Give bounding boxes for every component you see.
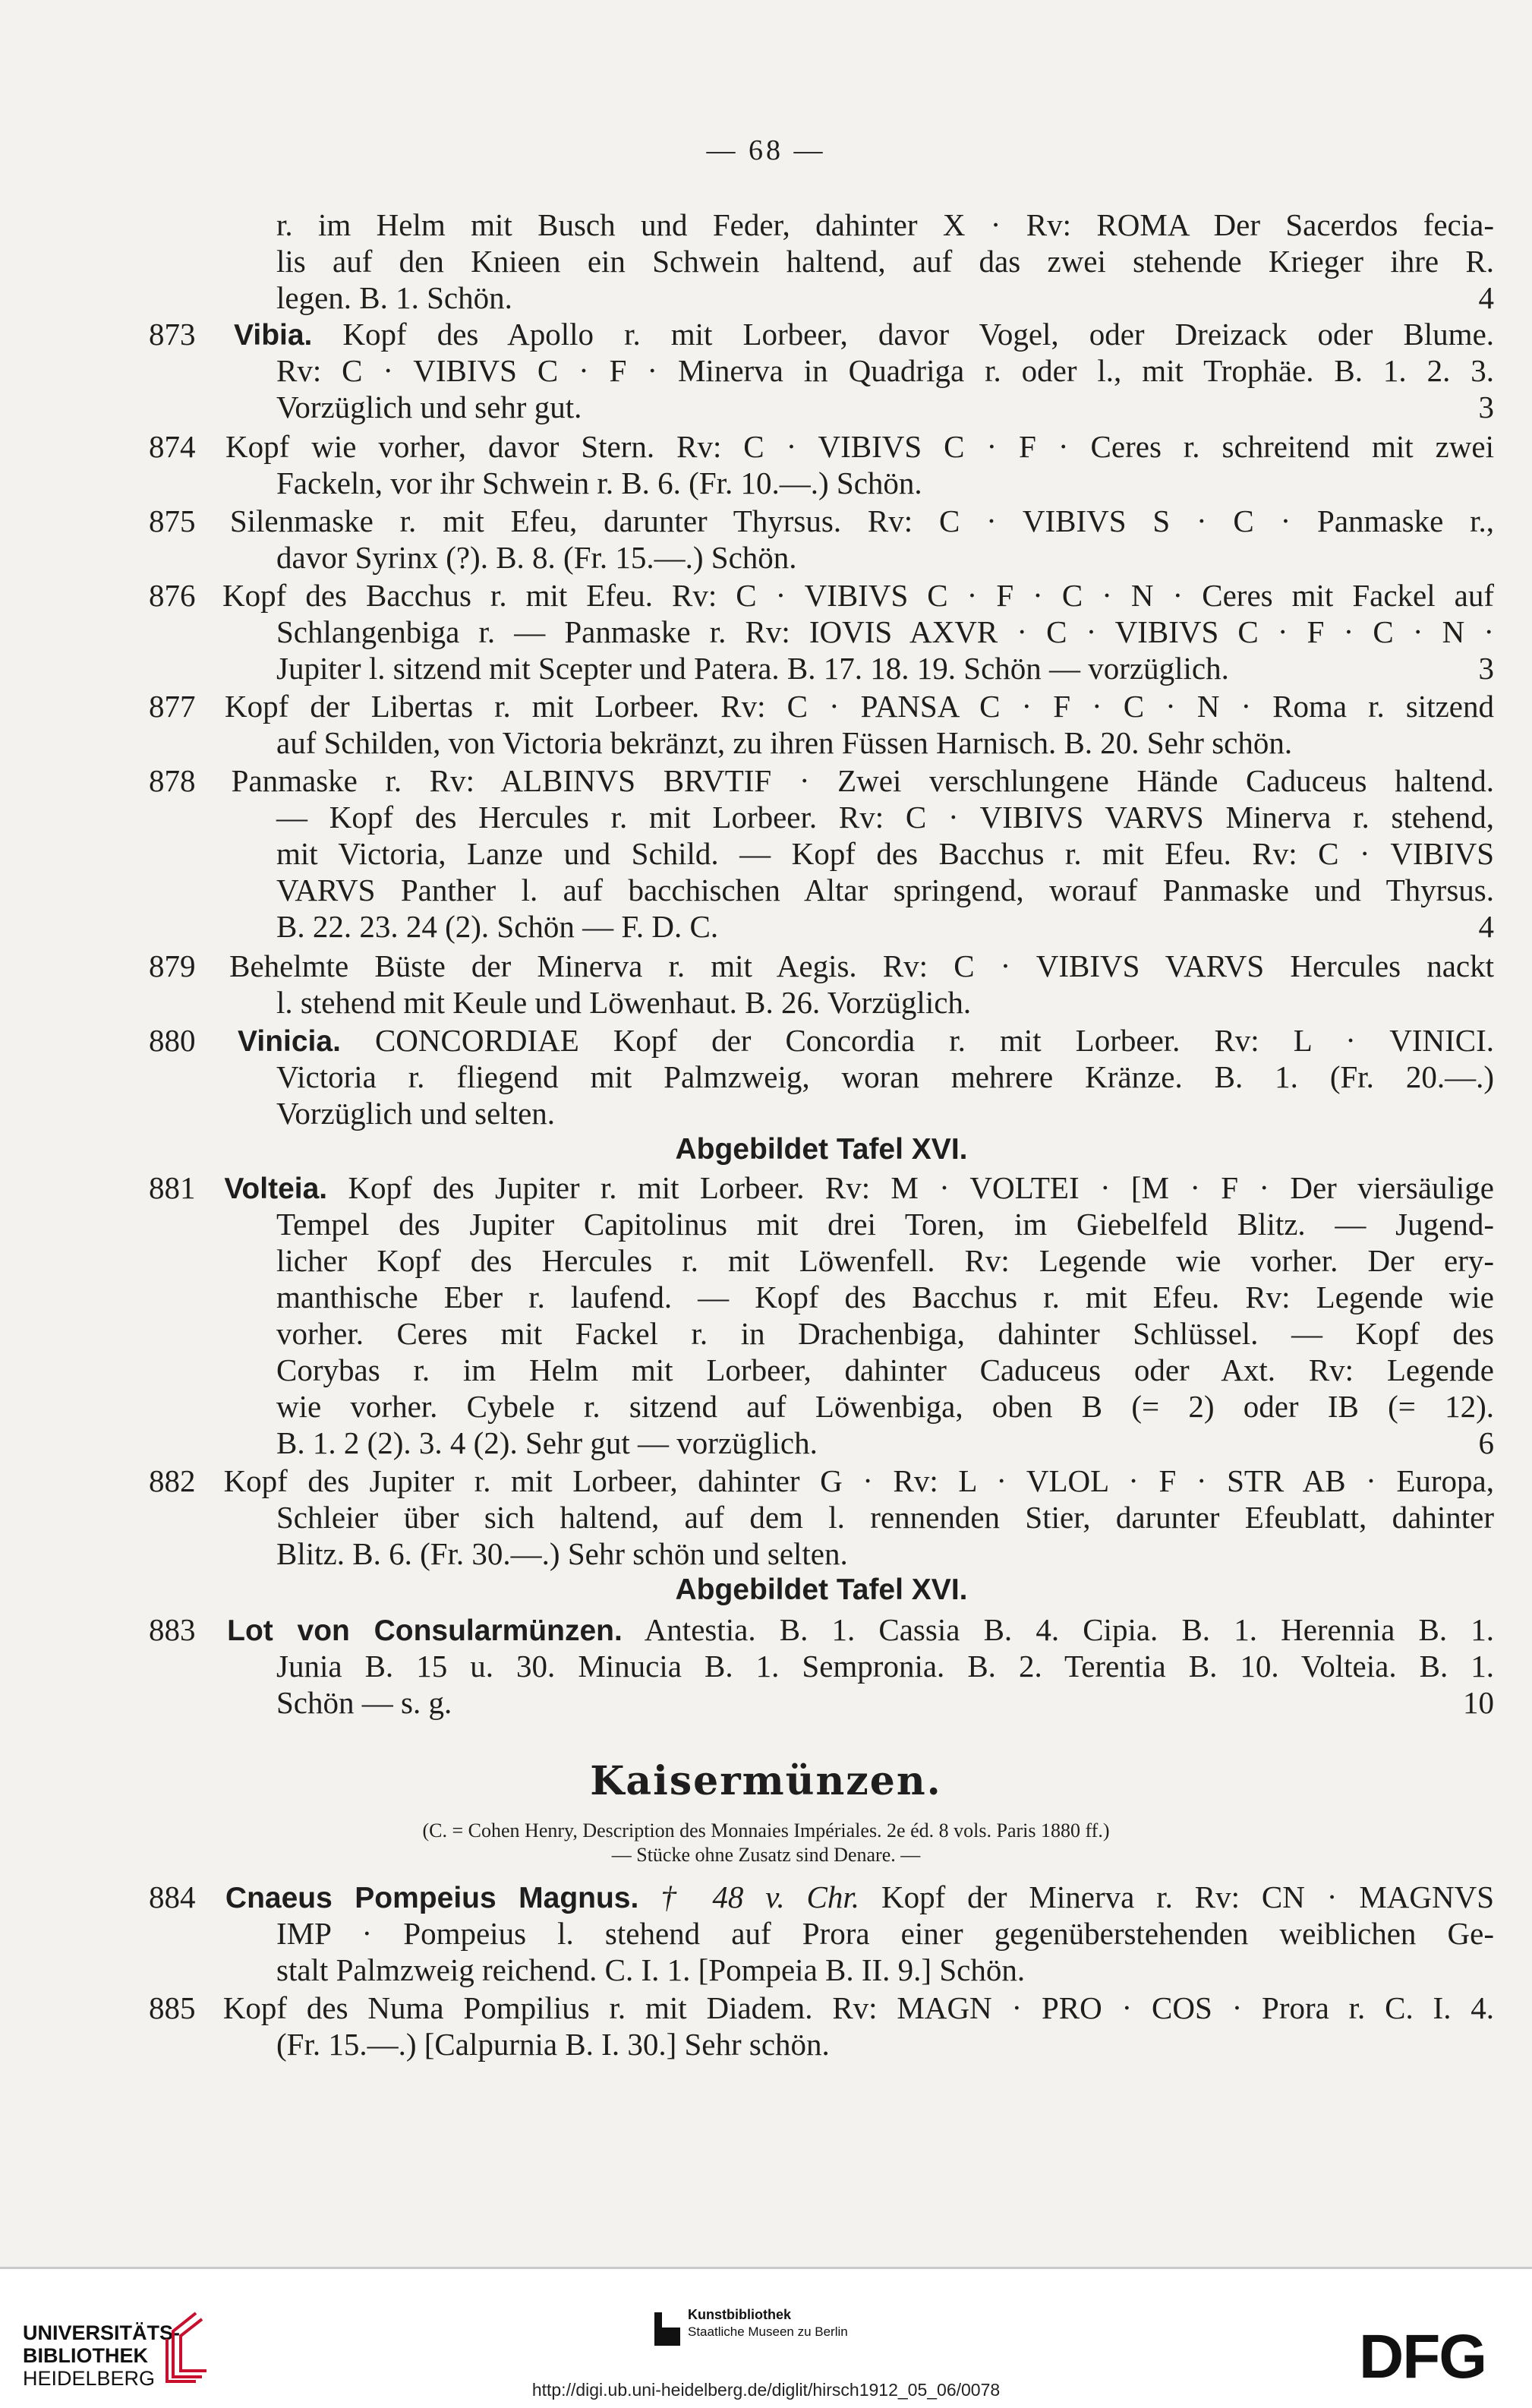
entry-first-line: 875 Silenmaske r. mit Efeu, darunter Thyrsus. Rv: C · VIBIVS S · C · Panmaske r., [149, 503, 1494, 538]
entry-line: manthische Eber r. laufend. — Kopf des Bacchus r. mit Efeu. Rv: Legende wie [276, 1280, 1494, 1314]
entry-line: B. 22. 23. 24 (2). Schön — F. D. C. 4 [276, 909, 1494, 944]
entry-line: Junia B. 15 u. 30. Minucia B. 1. Sempronia. B. 2. Terentia B. 10. Volteia. B. 1. [276, 1649, 1494, 1684]
entry-heading: Volteia. [224, 1172, 328, 1205]
entry-879 [149, 948, 1494, 1021]
footer-divider [0, 2267, 1532, 2269]
entry-line: Blitz. B. 6. (Fr. 30.—.) Sehr schön und selten. [276, 1536, 848, 1571]
entry-line: Vorzüglich und selten. [276, 1096, 556, 1131]
entry-number: 873 [149, 317, 196, 352]
entry-line: — Kopf des Hercules r. mit Lorbeer. Rv: C · VIBIVS VARVS Minerva r. stehend, [276, 800, 1494, 835]
section-heading: Kaisermünzen. [590, 1758, 942, 1804]
entry-number: 882 [149, 1463, 196, 1498]
entry-874 [149, 428, 1494, 501]
plate-reference: Abgebildet Tafel XVI. [675, 1573, 968, 1606]
entry-line: Schleier über sich haltend, auf dem l. rennenden Stier, darunter Efeublatt, dahinter [276, 1500, 1494, 1535]
entry-line: Victoria r. fliegend mit Palmzweig, woran mehrere Kränze. B. 1. (Fr. 20.—.) [276, 1059, 1494, 1094]
entry-first-line: 876 Kopf des Bacchus r. mit Efeu. Rv: C · VIBIVS C · F · C · N · Ceres mit Fackel auf [149, 578, 1494, 613]
entry-873 [149, 316, 1494, 425]
entry-line: mit Victoria, Lanze und Schild. — Kopf des Bacchus r. mit Efeu. Rv: C · VIBIVS [276, 836, 1494, 871]
page-number: — 68 — [706, 134, 826, 166]
entry-first-line: 879 Behelmte Büste der Minerva r. mit Aegis. Rv: C · VIBIVS VARVS Hercules nackt [149, 948, 1494, 983]
entry-number: 874 [149, 429, 196, 464]
entry-line: Rv: C · VIBIVS C · F · Minerva in Quadriga r. oder l., mit Trophäe. B. 1. 2. 3. [276, 353, 1494, 388]
kunstbibliothek-label: Kunstbibliothek Staatliche Museen zu Berlin [688, 2307, 848, 2339]
source-url[interactable]: http://digi.ub.uni-heidelberg.de/diglit/hirsch1912_05_06/0078 [531, 2380, 1001, 2400]
university-library-name: UNIVERSITÄTS- BIBLIOTHEK HEIDELBERG [23, 2321, 181, 2390]
entry-heading: Vibia. [234, 319, 313, 352]
entry-line: Corybas r. im Helm mit Lorbeer, dahinter Caduceus oder Axt. Rv: Legende [276, 1352, 1494, 1387]
digitization-footer [0, 2267, 1532, 2408]
entry-first-line: 877 Kopf der Libertas r. mit Lorbeer. Rv: C · PANSA C · F · C · N · Roma r. sitzend [149, 689, 1494, 724]
entry-heading: Lot von Consularmünzen. [227, 1614, 623, 1647]
entry-line: B. 1. 2 (2). 3. 4 (2). Sehr gut — vorzüglich. 6 [276, 1425, 1494, 1460]
university-logo-icon [158, 2309, 211, 2384]
entry-first-line: 878 Panmaske r. Rv: ALBINVS BRVTIF · Zwei verschlungene Hände Caduceus haltend. [149, 763, 1494, 798]
entry-line: r. im Helm mit Busch und Feder, dahinter X · Rv: ROMA Der Sacerdos fecia- [276, 207, 1494, 242]
entry-line: auf Schilden, von Victoria bekränzt, zu ihren Füssen Harnisch. B. 20. Sehr schön. [276, 725, 1293, 760]
entry-number: 879 [149, 948, 196, 983]
entry-876 [149, 577, 1494, 686]
entry-number: 885 [149, 1990, 196, 2025]
entry-number: 883 [149, 1612, 196, 1647]
entry-date: † 48 v. Chr. [660, 1879, 860, 1914]
entry-line: stalt Palmzweig reichend. C. I. 1. [Pompeia B. II. 9.] Schön. [276, 1952, 1026, 1987]
entry-number: 875 [149, 503, 196, 538]
entry-885 [149, 1990, 1494, 2062]
entry-883 [149, 1611, 1494, 1721]
entry-amount: 4 [1478, 909, 1494, 944]
entry-875 [149, 503, 1494, 576]
entry-number: 876 [149, 578, 196, 613]
entry-line: legen. B. 1. Schön. 4 [276, 280, 1494, 315]
entry-880 [149, 1022, 1494, 1168]
entry-first-line: 874 Kopf wie vorher, davor Stern. Rv: C · VIBIVS C · F · Ceres r. schreitend mit zwei [149, 429, 1495, 464]
entry-amount: 3 [1478, 390, 1494, 424]
entry-number: 881 [149, 1170, 196, 1205]
entry-amount: 4 [1478, 280, 1494, 315]
entry-line: Schön — s. g. 10 [276, 1685, 1494, 1720]
entry-first-line: 885 Kopf des Numa Pompilius r. mit Diadem. Rv: MAGN · PRO · COS · Prora r. C. I. 4. [149, 1990, 1495, 2025]
entry-first-line: 882 Kopf des Jupiter r. mit Lorbeer, dahinter G · Rv: L · VLOL · F · STR AB · Europa, [149, 1463, 1494, 1498]
plate-reference: Abgebildet Tafel XVI. [675, 1133, 968, 1166]
entry-amount: 6 [1478, 1425, 1494, 1460]
entry-line: wie vorher. Cybele r. sitzend auf Löwenbiga, oben B (= 2) oder IB (= 12). [276, 1389, 1494, 1424]
section-note: (C. = Cohen Henry, Description des Monnaies Impériales. 2e éd. 8 vols. Paris 1880 ff.) [422, 1819, 1110, 1842]
entry-amount: 10 [1463, 1685, 1494, 1720]
entry-number: 877 [149, 689, 196, 724]
entry-heading: Cnaeus Pompeius Magnus. [225, 1882, 639, 1914]
entry-first-line: 880 Vinicia. CONCORDIAE Kopf der Concordia r. mit Lorbeer. Rv: L · VINICI. [149, 1023, 1495, 1058]
entry-line: VARVS Panther l. auf bacchischen Altar springend, worauf Panmaske und Thyrsus. [276, 873, 1494, 907]
entry-line: l. stehend mit Keule und Löwenhaut. B. 26. Vorzüglich. [276, 985, 972, 1020]
entry-first-line: 884 Cnaeus Pompeius Magnus. † 48 v. Chr. Kopf der Minerva r. Rv: CN · MAGNVS [149, 1879, 1495, 1914]
entry-heading: Vinicia. [238, 1025, 341, 1058]
entry-878 [149, 762, 1494, 945]
entry-877 [149, 688, 1494, 761]
entry-first-line: 883 Lot von Consularmünzen. Antestia. B. 1. Cassia B. 4. Cipia. B. 1. Herennia B. 1. [149, 1612, 1494, 1647]
entry-number: 880 [149, 1023, 196, 1058]
entry-line: Schlangenbiga r. — Panmaske r. Rv: IOVIS AXVR · C · VIBIVS C · F · C · N · [276, 614, 1494, 649]
entry-amount: 3 [1478, 651, 1494, 686]
entry-line: licher Kopf des Hercules r. mit Löwenfell. Rv: Legende wie vorher. Der ery- [276, 1243, 1494, 1278]
entry-line: davor Syrinx (?). B. 8. (Fr. 15.—.) Schön. [276, 540, 797, 575]
entry-882 [149, 1463, 1494, 1608]
entry-first-line: 881 Volteia. Kopf des Jupiter r. mit Lorbeer. Rv: M · VOLTEI · [M · F · Der viersäulige [149, 1170, 1495, 1205]
entry-line: Vorzüglich und sehr gut. 3 [276, 390, 1494, 424]
entry-number: 884 [149, 1879, 196, 1914]
entry-884 [149, 1879, 1494, 1988]
entry-line: lis auf den Knieen ein Schwein haltend, auf das zwei stehende Krieger ihre R. [276, 244, 1494, 279]
entry-first-line: 873 Vibia. Kopf des Apollo r. mit Lorbeer, davor Vogel, oder Dreizack oder Blume. [149, 317, 1495, 352]
entry-line: (Fr. 15.—.) [Calpurnia B. I. 30.] Sehr schön. [276, 2027, 830, 2062]
entry-continued [149, 207, 1494, 316]
section-note: — Stücke ohne Zusatz sind Denare. — [611, 1844, 921, 1866]
entry-line: Jupiter l. sitzend mit Scepter und Patera. B. 17. 18. 19. Schön — vorzüglich. 3 [276, 651, 1494, 686]
kunstbibliothek-logo-icon [654, 2312, 682, 2349]
entry-881 [149, 1169, 1494, 1461]
entry-line: IMP · Pompeius l. stehend auf Prora einer gegenüberstehenden weiblichen Ge- [276, 1916, 1494, 1951]
entry-line: Tempel des Jupiter Capitolinus mit drei Toren, im Giebelfeld Blitz. — Jugend- [276, 1207, 1494, 1242]
dfg-logo: DFG [1359, 2322, 1486, 2391]
entry-line: Fackeln, vor ihr Schwein r. B. 6. (Fr. 10.—.) Schön. [276, 466, 922, 500]
entry-line: vorher. Ceres mit Fackel r. in Drachenbiga, dahinter Schlüssel. — Kopf des [276, 1316, 1494, 1351]
entry-number: 878 [149, 763, 196, 798]
